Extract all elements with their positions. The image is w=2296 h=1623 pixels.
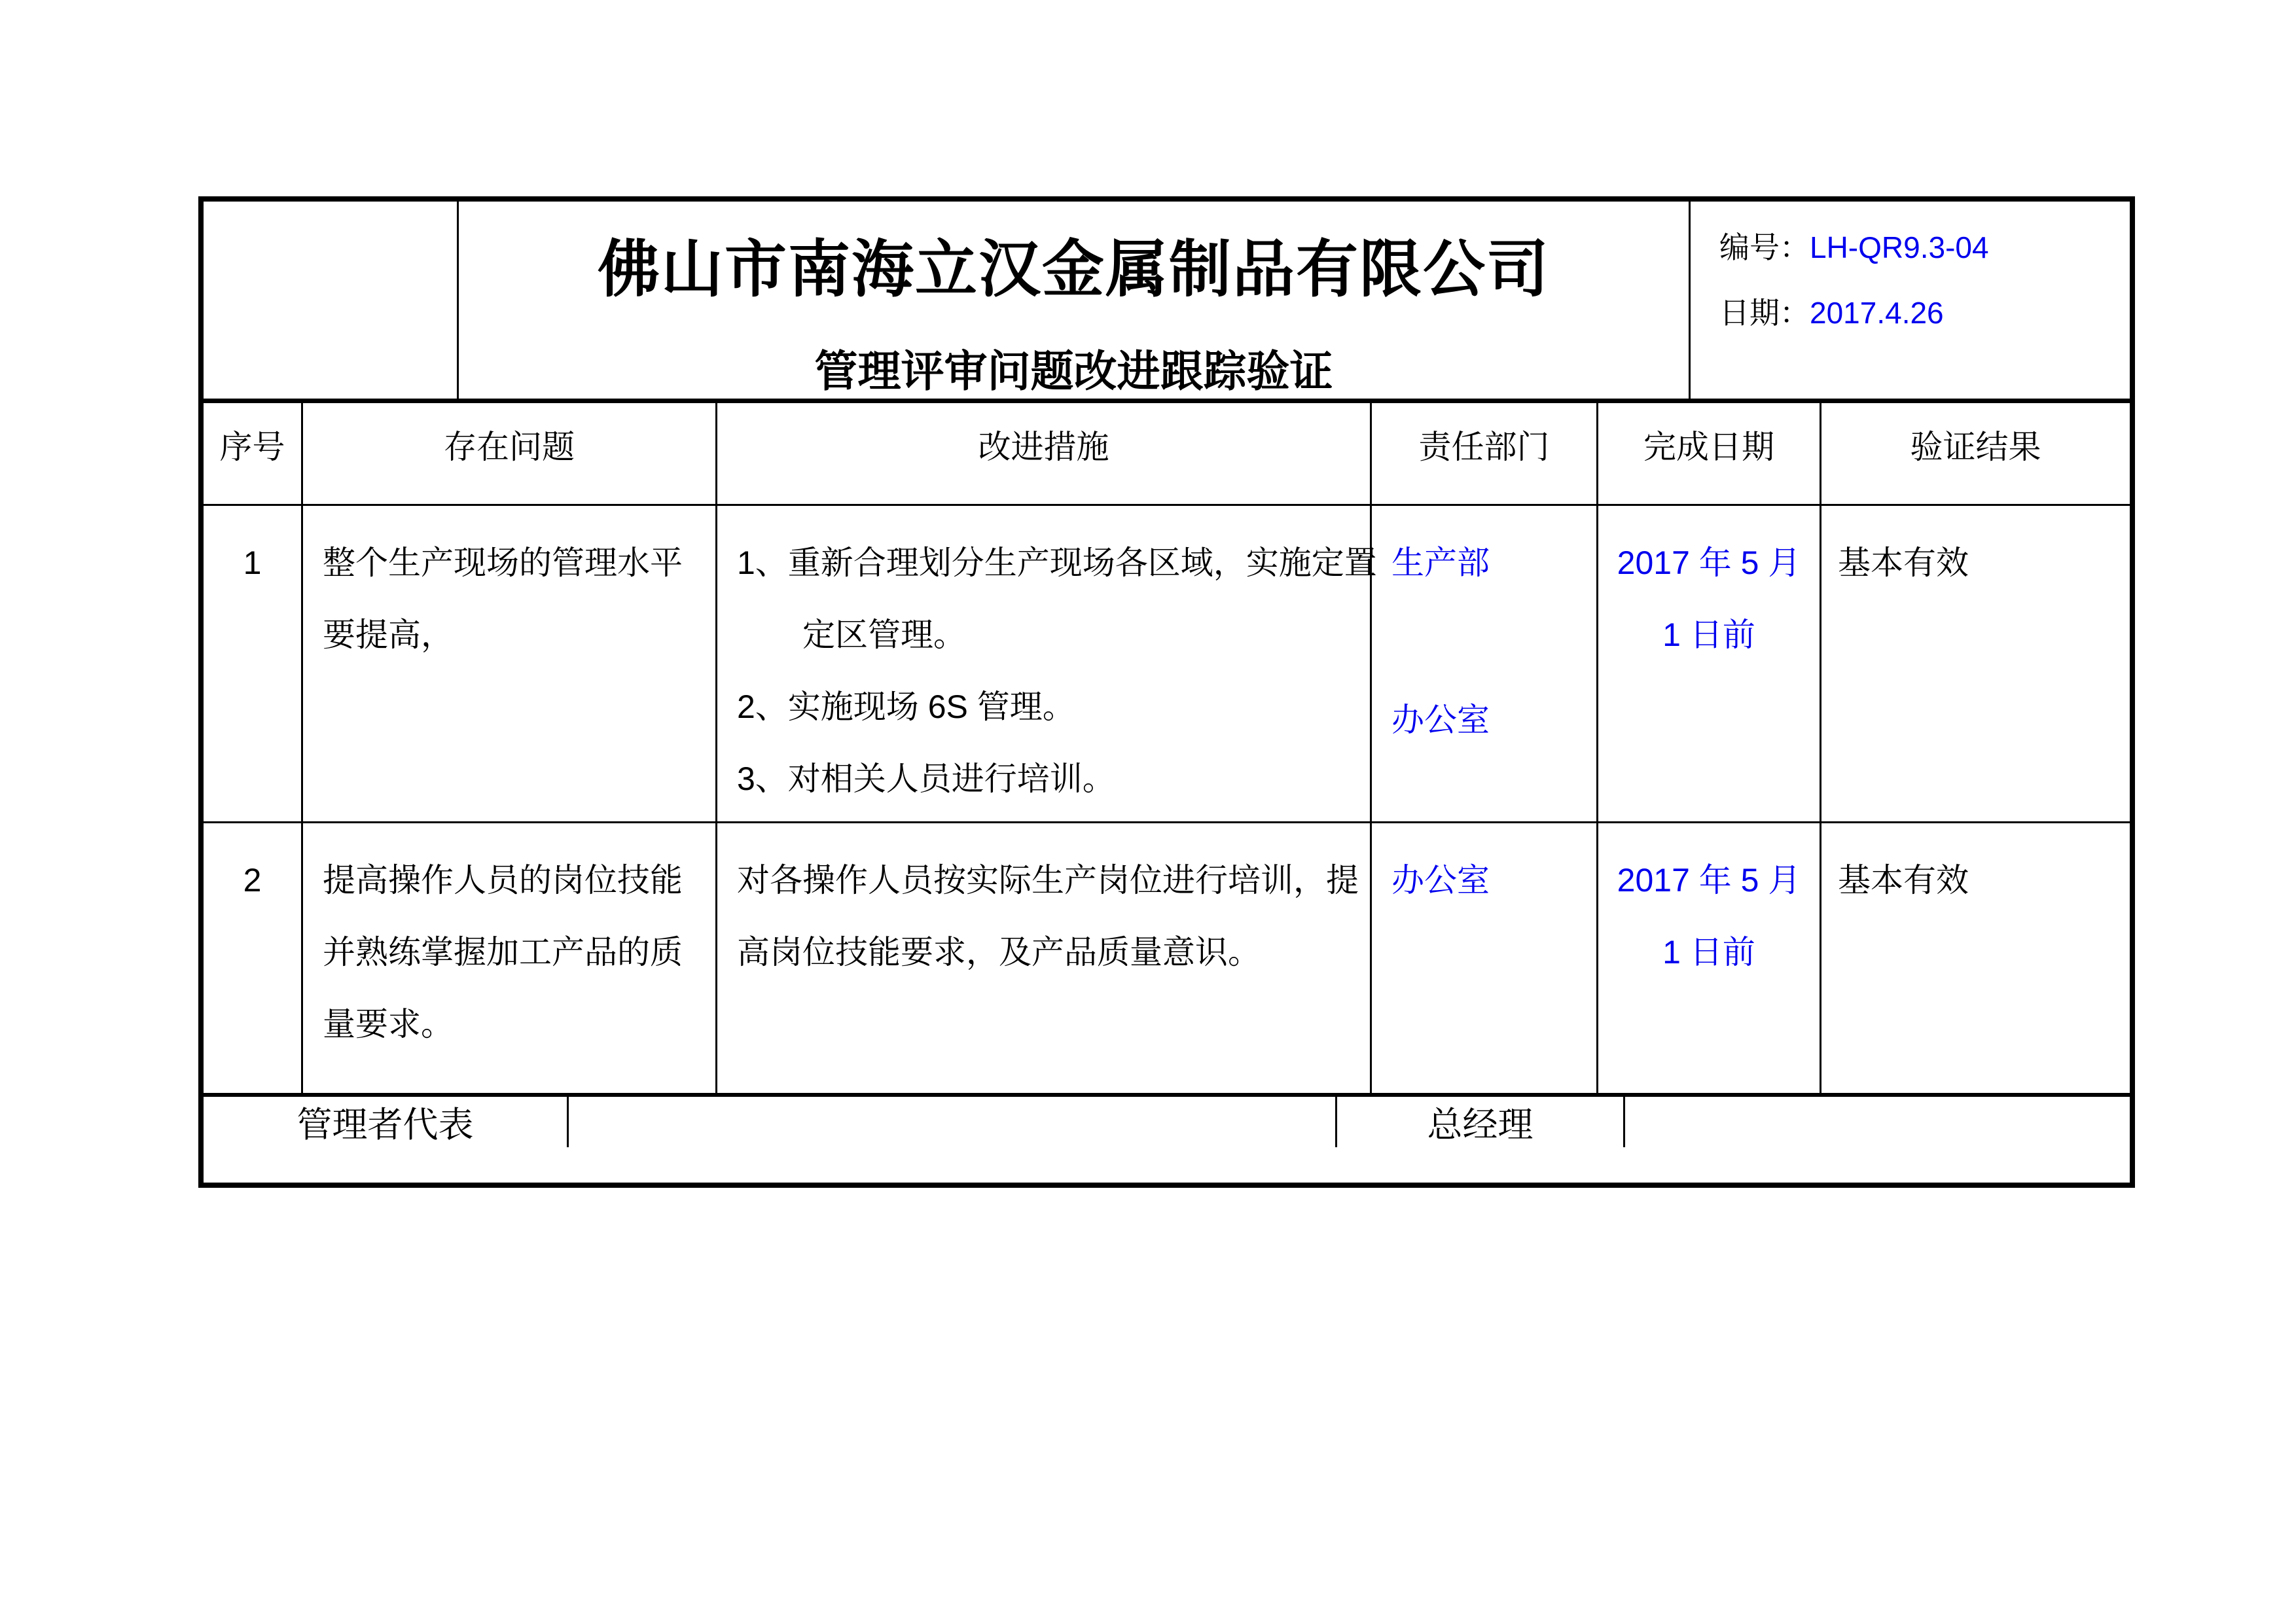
form-title: 管理评审问题改进跟踪验证 bbox=[814, 347, 1333, 395]
row2-departments bbox=[1372, 823, 1598, 1093]
row1-department: 生产部 bbox=[1391, 544, 1490, 581]
row1-problem bbox=[303, 506, 717, 821]
doc-number-label: 编号： bbox=[1719, 230, 1810, 264]
row1-result: 基本有效 bbox=[1838, 544, 1969, 581]
header-measures: 改进措施 bbox=[717, 403, 1372, 504]
table-row bbox=[204, 823, 2130, 1097]
doc-date-label: 日期： bbox=[1719, 296, 1810, 330]
signature-row bbox=[204, 1097, 2130, 1147]
header-result: 验证结果 bbox=[1910, 429, 2041, 465]
title-left-empty-cell bbox=[204, 202, 459, 399]
row1-deadline-line: 2017 年 5 月 bbox=[1617, 544, 1801, 581]
row2-deadline-line: 1 日前 bbox=[1662, 934, 1755, 971]
row2-measures bbox=[717, 823, 1372, 1093]
row1-deadline-line: 1 日前 bbox=[1662, 616, 1755, 653]
header-department: 责任部门 bbox=[1372, 403, 1598, 504]
row1-deadline bbox=[1598, 506, 1821, 821]
row2-measure-line: 高岗位技能要求，及产品质量意识。 bbox=[737, 934, 1261, 971]
row2-department: 办公室 bbox=[1391, 862, 1490, 899]
header-deadline: 完成日期 bbox=[1598, 403, 1821, 504]
row1-no: 1 bbox=[204, 506, 303, 821]
row1-measures bbox=[717, 506, 1377, 821]
doc-number-line bbox=[1719, 215, 2130, 280]
row2-deadline bbox=[1598, 823, 1821, 1093]
header-no: 序号 bbox=[204, 403, 303, 504]
row1-measure-line: 定区管理。 bbox=[802, 616, 966, 653]
row2-problem-line: 提高操作人员的岗位技能 bbox=[323, 862, 683, 899]
row2-deadline-line: 2017 年 5 月 bbox=[1617, 862, 1801, 899]
title-center-cell bbox=[459, 202, 1691, 399]
row2-problem-line: 量要求。 bbox=[323, 1006, 454, 1043]
general-manager-label: 总经理 bbox=[1337, 1097, 1625, 1147]
row1-measure-line: 1、重新合理划分生产现场各区域，实施定置 bbox=[737, 544, 1377, 581]
table-header-row bbox=[204, 403, 2130, 506]
row1-measure-line: 2、实施现场 6S 管理。 bbox=[737, 688, 1075, 725]
row1-measure-line: 3、对相关人员进行培训。 bbox=[737, 760, 1115, 797]
table-row bbox=[204, 506, 2130, 823]
doc-info-cell bbox=[1691, 202, 2130, 399]
doc-date-line bbox=[1719, 280, 2130, 346]
row1-departments bbox=[1372, 506, 1598, 821]
management-review-form bbox=[198, 196, 2135, 1188]
row1-problem-line: 要提高， bbox=[323, 616, 454, 653]
row2-result: 基本有效 bbox=[1838, 862, 1969, 899]
general-manager-signature-cell bbox=[1625, 1097, 2130, 1147]
row2-no: 2 bbox=[204, 823, 303, 1093]
management-rep-signature-cell bbox=[569, 1097, 1337, 1147]
header-problem: 存在问题 bbox=[303, 403, 717, 504]
title-block bbox=[204, 202, 2130, 403]
row2-problem-line: 并熟练掌握加工产品的质 bbox=[323, 934, 683, 971]
row2-measure-line: 对各操作人员按实际生产岗位进行培训，提 bbox=[737, 862, 1359, 899]
row1-problem-line: 整个生产现场的管理水平 bbox=[323, 544, 683, 581]
doc-number-value: LH-QR9.3-04 bbox=[1810, 230, 1989, 264]
company-name: 佛山市南海立汉金属制品有限公司 bbox=[597, 235, 1550, 304]
management-rep-label: 管理者代表 bbox=[204, 1097, 569, 1147]
doc-date-value: 2017.4.26 bbox=[1810, 296, 1944, 330]
row2-problem bbox=[303, 823, 717, 1093]
row1-department: 办公室 bbox=[1391, 702, 1490, 738]
